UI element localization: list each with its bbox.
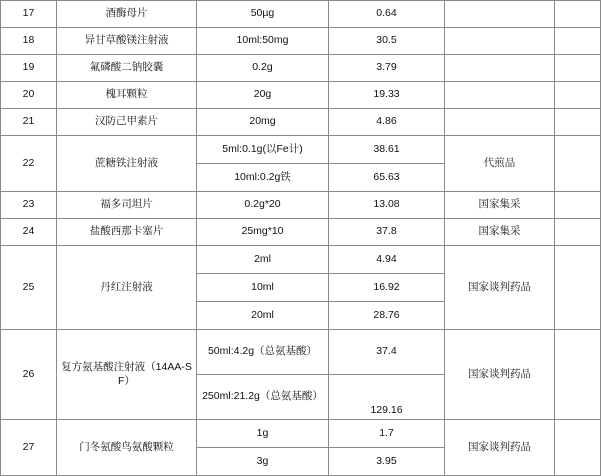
drug-price: 16.92 <box>329 274 445 302</box>
drug-price: 1.7 <box>329 420 445 448</box>
drug-price: 19.33 <box>329 82 445 109</box>
row-index: 21 <box>1 109 57 136</box>
drug-price: 3.95 <box>329 448 445 476</box>
drug-note: 代煎品 <box>445 136 555 192</box>
row-tail <box>555 109 601 136</box>
drug-name: 复方氨基酸注射液（14AA-SF） <box>57 330 197 420</box>
table-row <box>1 55 601 82</box>
drug-name: 汉防己甲素片 <box>57 109 197 136</box>
drug-price: 13.08 <box>329 192 445 219</box>
drug-spec: 20mg <box>197 109 329 136</box>
drug-price: 28.76 <box>329 302 445 330</box>
drug-note <box>445 109 555 136</box>
drug-price: 129.16 <box>329 375 445 420</box>
drug-spec: 5ml:0.1g(以Fe计) <box>197 136 329 164</box>
row-tail <box>555 192 601 219</box>
table-row <box>1 330 601 375</box>
drug-price: 37.8 <box>329 219 445 246</box>
row-index: 27 <box>1 420 57 476</box>
drug-note <box>445 55 555 82</box>
drug-spec: 0.2g <box>197 55 329 82</box>
row-index: 19 <box>1 55 57 82</box>
table-row <box>1 219 601 246</box>
table-row <box>1 420 601 448</box>
drug-price: 3.79 <box>329 55 445 82</box>
drug-price: 4.94 <box>329 246 445 274</box>
drug-name: 盐酸西那卡塞片 <box>57 219 197 246</box>
drug-price: 30.5 <box>329 28 445 55</box>
table-row <box>1 82 601 109</box>
row-index: 18 <box>1 28 57 55</box>
drug-name: 氟磷酸二钠胶囊 <box>57 55 197 82</box>
drug-spec: 10ml <box>197 274 329 302</box>
drug-name: 门冬氨酸鸟氨酸颗粒 <box>57 420 197 476</box>
drug-price: 65.63 <box>329 164 445 192</box>
drug-price: 4.86 <box>329 109 445 136</box>
drug-name: 丹红注射液 <box>57 246 197 330</box>
table-row <box>1 28 601 55</box>
drug-spec: 1g <box>197 420 329 448</box>
row-index: 17 <box>1 1 57 28</box>
drug-note: 国家集采 <box>445 219 555 246</box>
drug-name: 槐耳颗粒 <box>57 82 197 109</box>
drug-spec: 25mg*10 <box>197 219 329 246</box>
row-index: 26 <box>1 330 57 420</box>
row-tail <box>555 82 601 109</box>
row-index: 24 <box>1 219 57 246</box>
row-index: 22 <box>1 136 57 192</box>
row-tail <box>555 420 601 476</box>
row-tail <box>555 330 601 420</box>
drug-spec: 3g <box>197 448 329 476</box>
drug-spec: 2ml <box>197 246 329 274</box>
drug-price: 0.64 <box>329 1 445 28</box>
table-row <box>1 192 601 219</box>
row-tail <box>555 28 601 55</box>
drug-note: 国家谈判药品 <box>445 420 555 476</box>
drug-spec: 50ml:4.2g（总氨基酸） <box>197 330 329 375</box>
drug-spec: 10ml:50mg <box>197 28 329 55</box>
drug-spec: 20g <box>197 82 329 109</box>
drug-name: 蔗糖铁注射液 <box>57 136 197 192</box>
table-row <box>1 109 601 136</box>
row-index: 20 <box>1 82 57 109</box>
drug-price: 38.61 <box>329 136 445 164</box>
drug-note <box>445 82 555 109</box>
drug-note: 国家谈判药品 <box>445 246 555 330</box>
table-body <box>1 1 601 476</box>
drug-spec: 50µg <box>197 1 329 28</box>
drug-spec: 20ml <box>197 302 329 330</box>
table-row <box>1 136 601 164</box>
drug-name: 酒酶母片 <box>57 1 197 28</box>
drug-price: 37.4 <box>329 330 445 375</box>
drug-note: 国家集采 <box>445 192 555 219</box>
drug-name: 异甘草酸镁注射液 <box>57 28 197 55</box>
table-row <box>1 246 601 274</box>
table-row <box>1 1 601 28</box>
row-index: 23 <box>1 192 57 219</box>
drug-spec: 250ml:21.2g（总氨基酸） <box>197 375 329 420</box>
drug-note: 国家谈判药品 <box>445 330 555 420</box>
row-tail <box>555 246 601 330</box>
row-tail <box>555 136 601 192</box>
drug-name: 福多司坦片 <box>57 192 197 219</box>
drug-note <box>445 28 555 55</box>
row-index: 25 <box>1 246 57 330</box>
drug-spec: 10ml:0.2g铁 <box>197 164 329 192</box>
row-tail <box>555 55 601 82</box>
drug-note <box>445 1 555 28</box>
row-tail <box>555 1 601 28</box>
drug-spec: 0.2g*20 <box>197 192 329 219</box>
row-tail <box>555 219 601 246</box>
